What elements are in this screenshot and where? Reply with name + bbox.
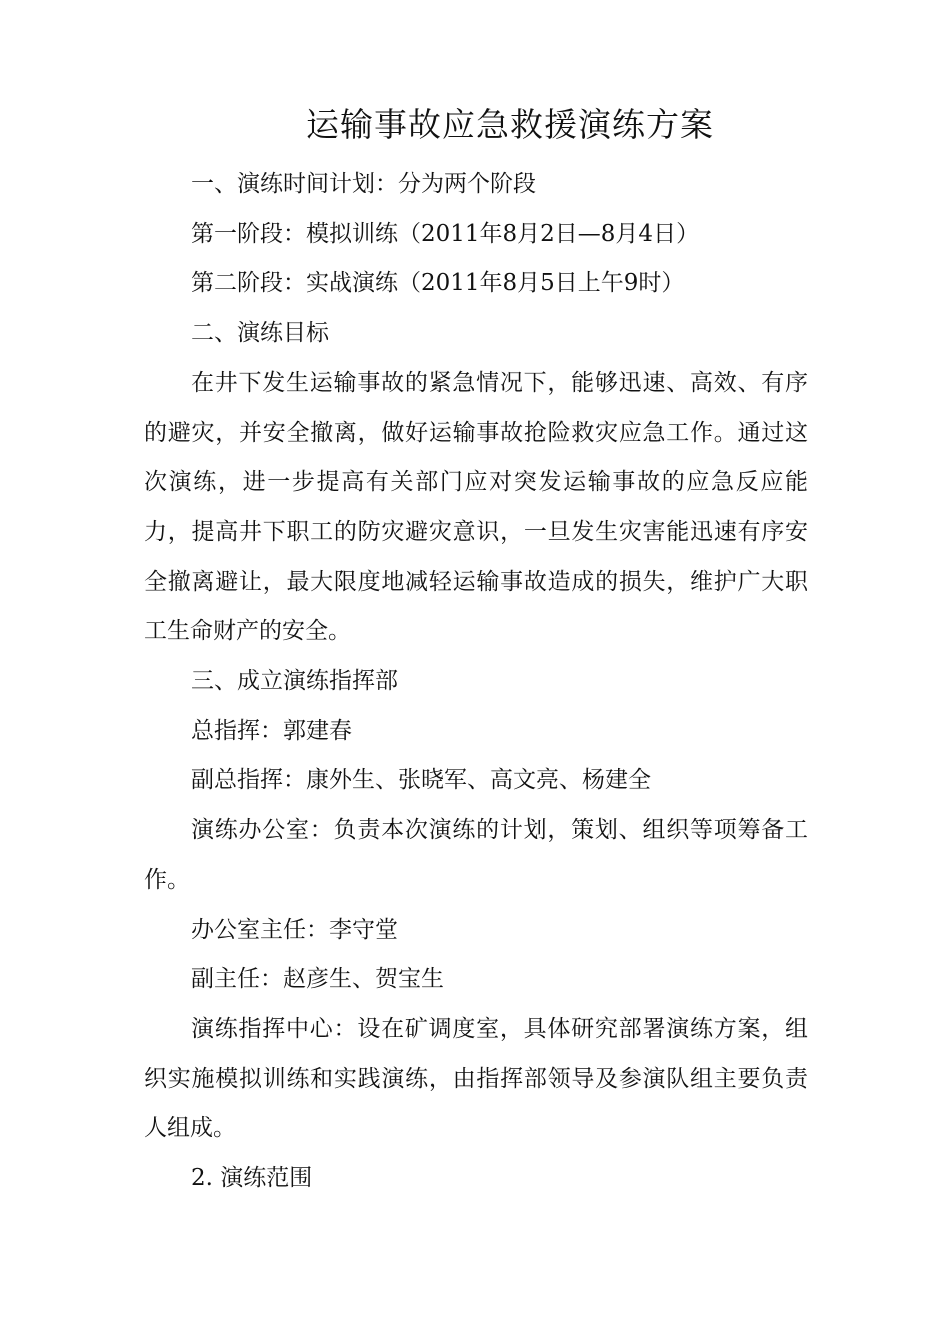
phase-two-line: 第二阶段：实战演练（2011年8月5日上午9时） [191,270,685,297]
section-heading-goals: 二、演练目标 [191,320,329,347]
deputy-director-line: 副主任：赵彦生、贺宝生 [191,966,444,993]
deputy-commanders-line: 副总指挥：康外生、张晓军、高文亮、杨建全 [191,767,651,794]
section-heading-command: 三、成立演练指挥部 [191,668,398,695]
goals-paragraph: 在井下发生运输事故的紧急情况下，能够迅速、高效、有序的避灾，并安全撤离，做好运输事故抢险救灾应急工作。通过这次演练，进一步提高有关部门应对突发运输事故的应急反应能力，提高井下职工的防灾避灾意识，一旦发生灾害能迅速有序安全撤离避让，最大限度地减轻运输事故造成的损失，维护广大职工生命财产的安全。 [144,369,808,645]
chief-commander-line: 总指挥：郭建春 [191,717,352,744]
document-title: 运输事故应急救援演练方案 [306,105,714,144]
document-body [144,160,808,1204]
section-heading-scope: 2. 演练范围 [191,1165,313,1192]
section-heading-schedule: 一、演练时间计划：分为两个阶段 [191,171,536,197]
phase-one-line: 第一阶段：模拟训练（2011年8月2日—8月4日） [191,220,700,247]
office-director-line: 办公室主任：李守堂 [191,916,398,943]
drill-office-paragraph: 演练办公室：负责本次演练的计划，策划、组织等项筹备工作。 [144,817,808,893]
command-center-paragraph: 演练指挥中心：设在矿调度室，具体研究部署演练方案，组织实施模拟训练和实践演练，由指挥部领导及参演队组主要负责人组成。 [144,1015,808,1142]
